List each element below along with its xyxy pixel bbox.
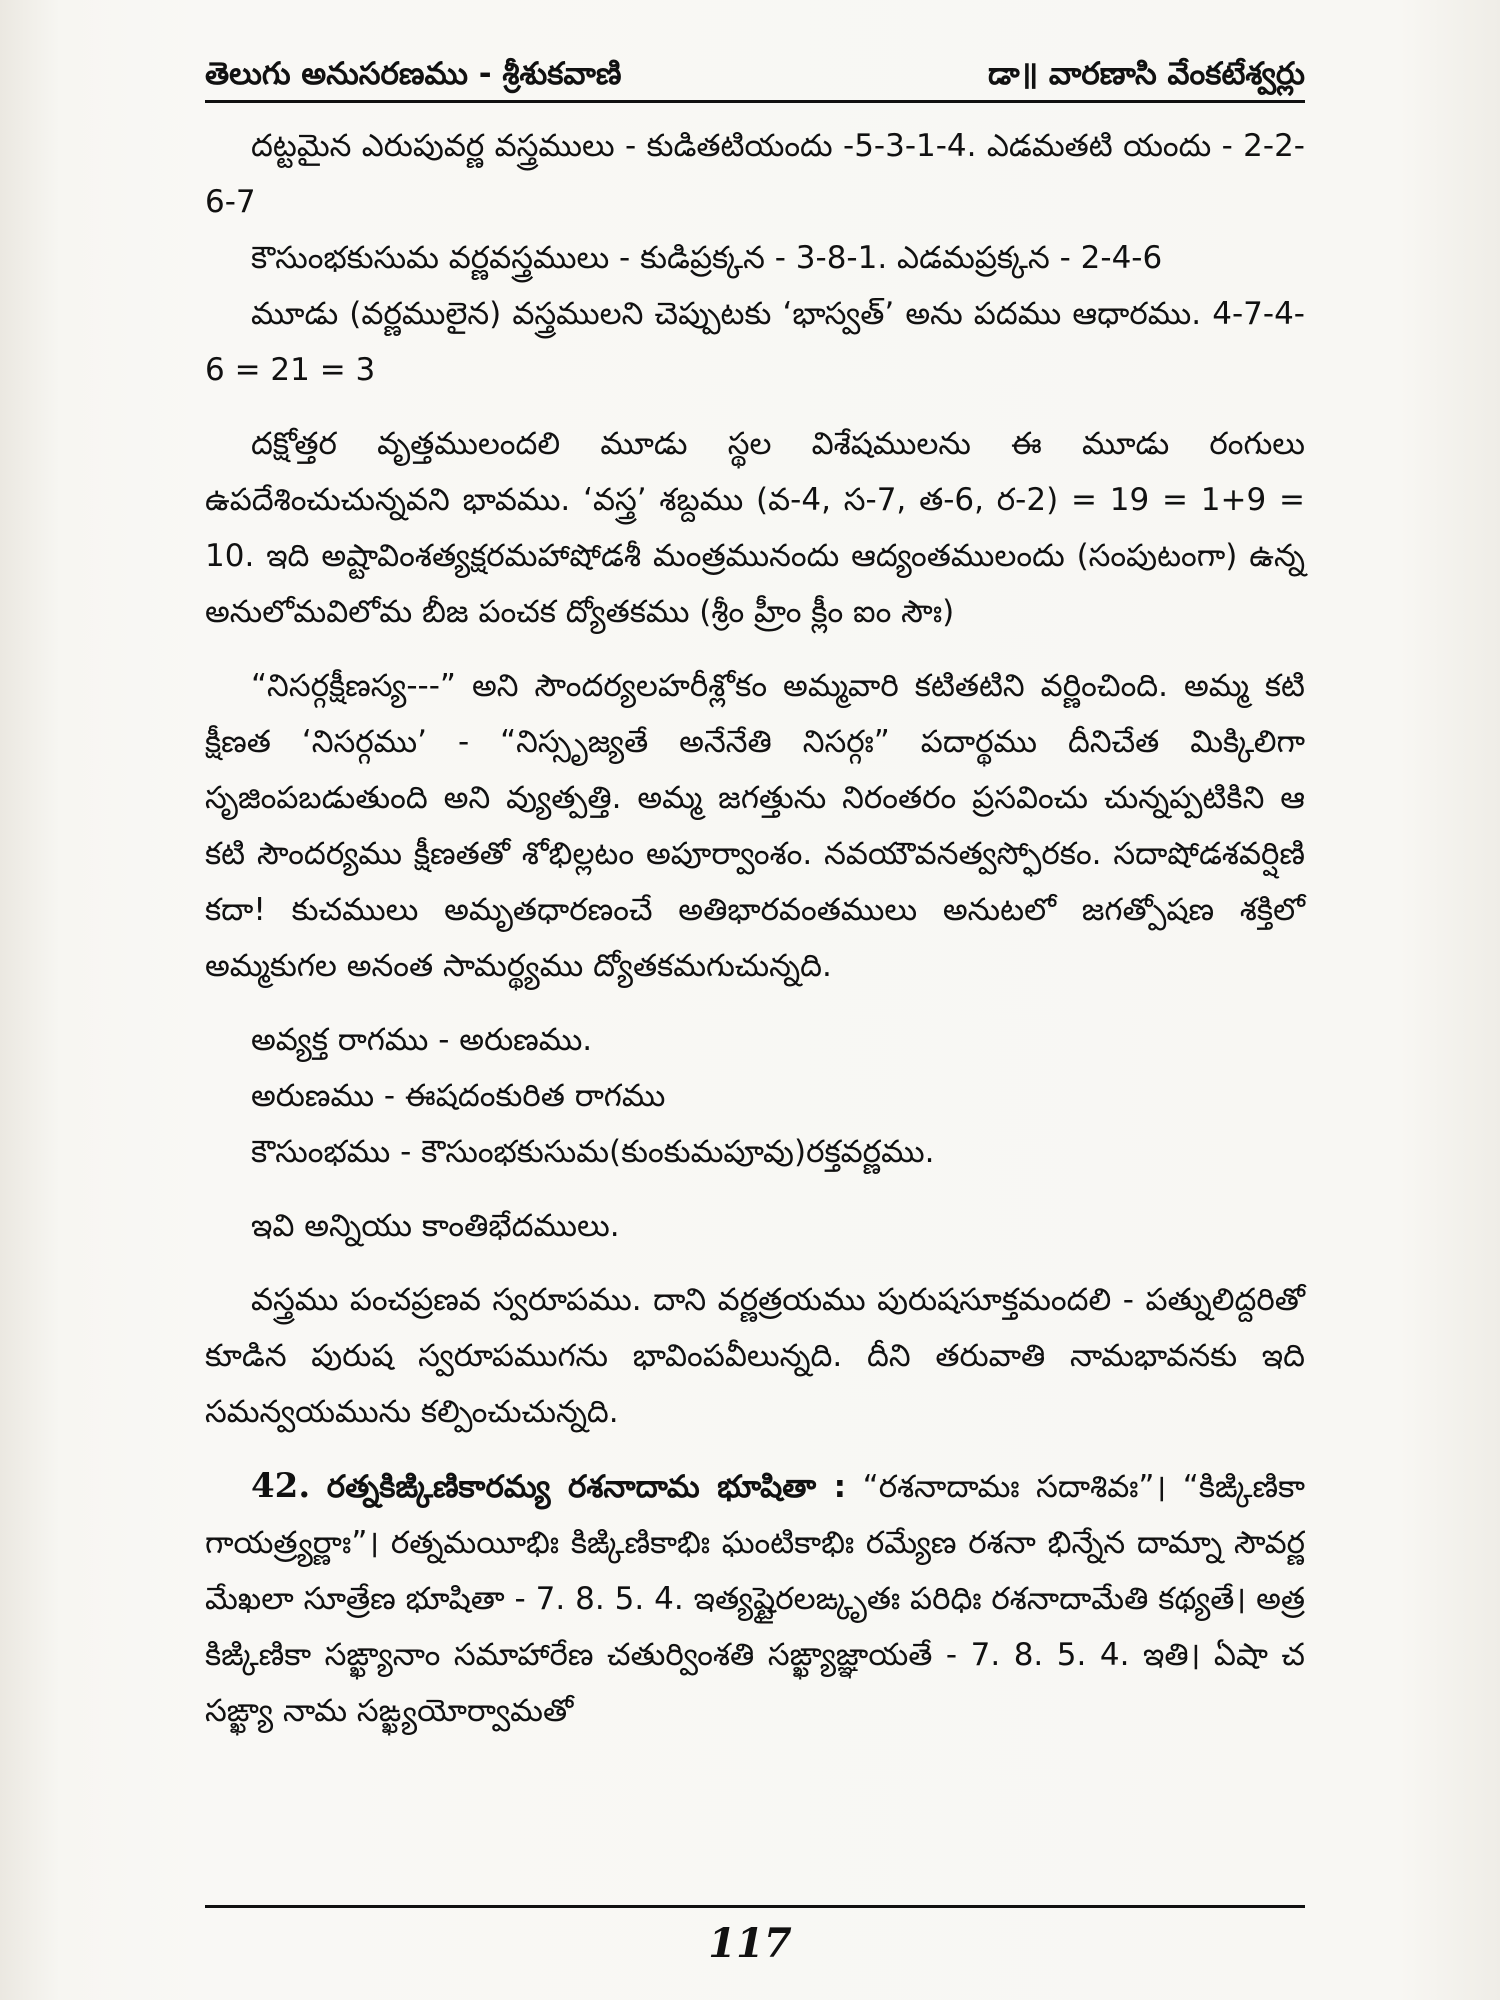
header-rule bbox=[205, 100, 1305, 103]
section-number: 42. bbox=[251, 1466, 311, 1506]
page-body bbox=[205, 118, 1305, 1739]
list-item-avyakta: అవ్యక్త రాగము - అరుణము. bbox=[251, 1022, 593, 1058]
list-item-kanti: ఇవి అన్నియు కాంతిభేదములు. bbox=[251, 1208, 620, 1244]
list-item-arunamu: అరుణము - ఈషదంకురిత రాగము bbox=[251, 1078, 666, 1114]
footer-rule bbox=[205, 1905, 1305, 1908]
header-author: డా॥ వారణాసి వేంకటేశ్వర్లు bbox=[987, 56, 1305, 92]
page-number: 117 bbox=[708, 1920, 792, 1967]
paragraph-vastra-shabda: దక్షోత్తర వృత్తములందలి మూడు స్థల విశేషములను ఈ మూడు రంగులు ఉపదేశించుచున్నవని భావము. ‘వస్త్ర’ శబ్దము (వ-4, స-7, త-6, ర-2) = 19 = 1+9 = 10. ఇది అష్టావింశత్యక్షరమహాషోడశీ మంత్రమునందు ఆద్యంతములందు (సంపుటంగా) ఉన్న అనులోమవిలోమ బీజ పంచక ద్యోతకము (శ్రీం హ్రీం క్లీం ఐం సౌః) bbox=[205, 426, 1305, 630]
paragraph-nisarga: “నిసర్గక్షీణస్య---” అని సౌందర్యలహరీశ్లోకం అమ్మవారి కటితటిని వర్ణించింది. అమ్మ కటి క్షీణత ‘నిసర్గము’ - “నిస్సృజ్యతే అనేనేతి నిసర్గః” పదార్థము దీనిచేత మిక్కిలిగా సృజింపబడుతుంది అని వ్యుత్పత్తి. అమ్మ జగత్తును నిరంతరం ప్రసవించు చున్నప్పటికిని ఆ కటి సౌందర్యము క్షీణతతో శోభిల్లటం అపూర్వాంశం. నవయౌవనత్వస్ఫోరకం. సదాషోడశవర్షిణి కదా! కుచములు అమృతధారణంచే అతిభారవంతములు అనుటలో జగత్పోషణ శక్తిలో అమ్మకుగల అనంత సామర్థ్యము ద్యోతకమగుచున్నది. bbox=[205, 668, 1305, 984]
paragraph-panchapranava: వస్త్రము పంచప్రణవ స్వరూపము. దాని వర్ణత్రయము పురుషసూక్తమందలి - పత్నులిద్దరితో కూడిన పురుష స్వరూపముగను భావింపవీలున్నది. దీని తరువాతి నామభావనకు ఇది సమన్వయమును కల్పించుచున్నది. bbox=[205, 1282, 1305, 1430]
list-item-kausumbhamu: కౌసుంభము - కౌసుంభకుసుమ(కుంకుమపూవు)రక్తవర్ణము. bbox=[251, 1134, 935, 1170]
header-book-title: తెలుగు అనుసరణము - శ్రీశుకవాణి bbox=[205, 56, 622, 92]
running-header bbox=[205, 52, 1305, 102]
paragraph-red-cloth: దట్టమైన ఎరుపువర్ణ వస్త్రములు - కుడితటియందు -5-3-1-4. ఎడమతటి యందు - 2-2-6-7 bbox=[205, 128, 1305, 220]
section-42 bbox=[205, 1458, 1305, 1739]
paragraph-kausumbha-cloth: కౌసుంభకుసుమ వర్ణవస్త్రములు - కుడిప్రక్కన - 3-8-1. ఎడమప్రక్కన - 2-4-6 bbox=[251, 240, 1163, 276]
section-title: రత్నకిఙ్కిణికారమ్య రశనాదామ భూషితా : bbox=[326, 1469, 847, 1505]
section-text: “రశనాదామః సదాశివః”। “కిఙ్కిణికా గాయత్ర్యర్ణాః”। రత్నమయీభిః కిఙ్కిణికాభిః ఘంటికాభిః రమ్యేణ రశనా భిన్నేన దామ్నా సౌవర్ణ మేఖలా సూత్రేణ భూషితా - 7. 8. 5. 4. ఇత్యష్టైరలఙ్కృతః పరిధిః రశనాదామేతి కథ్యతే। అత్ర కిఙ్కిణికా సఙ్ఖ్యానాం సమాహారేణ చతుర్వింశతి సఙ్ఖ్యాజ్ఞాయతే - 7. 8. 5. 4. ఇతి। ఏషా చ సఙ్ఖ్యా నామ సఙ్ఖ్యయోర్వామతో bbox=[205, 1469, 1305, 1729]
paragraph-three-cloths: మూడు (వర్ణములైన) వస్త్రములని చెప్పుటకు ‘భాస్వత్’ అను పదము ఆధారము. 4-7-4-6 = 21 = 3 bbox=[205, 296, 1305, 388]
